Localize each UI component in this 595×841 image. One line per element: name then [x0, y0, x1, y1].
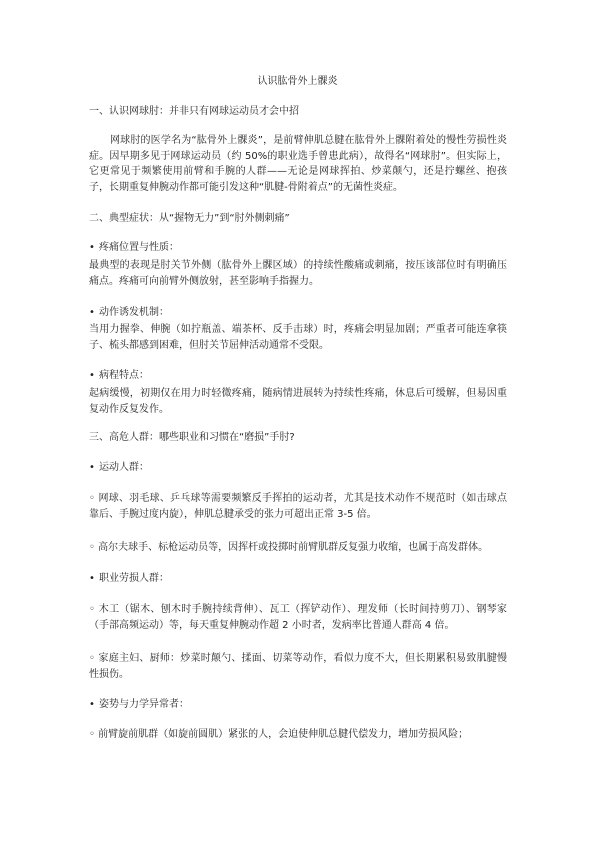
bullet-sports-population: [89, 461, 149, 475]
bullet-dot: •: [89, 242, 95, 253]
bullet-dot: •: [89, 573, 95, 584]
paragraph-pronator-tension: ◦ 前臂旋前肌群（如旋前圆肌）紧张的人，会迫使伸肌总腱代偿发力，增加劳损风险；: [89, 729, 469, 740]
section-2-heading: 二、典型症状：从“握物无力”到“肘外侧刺痛”: [89, 213, 290, 224]
bullet-label: 运动人群：: [99, 462, 149, 473]
paragraph-craft-workers: ◦ 木工（锯木、刨木时手腕持续背伸）、瓦工（挥铲动作）、理发师（长时间持剪刀）、钢琴家（手部高频运动）等，每天重复伸腕动作超 2 小时者，发病率比普通人群高 4 倍。: [89, 604, 507, 631]
section-1-heading: 一、认识网球肘：并非只有网球运动员才会中招: [89, 106, 299, 117]
section-1-paragraph: 网球肘的医学名为“肱骨外上髁炎”，是前臂伸肌总腱在肱骨外上髁附着处的慢性劳损性炎症。因早期多见于网球运动员（约 50%的职业选手曾患此病），故得名“网球肘”。但实际上，它更常见于频繁使用前臂和手腕的人群——无论是网球挥拍、炒菜颠勺，还是拧螺丝、抱孩子，长期重复伸腕动作都可能引发这种“肌腱-骨附着点”的无菌性炎症。: [89, 135, 507, 193]
bullet-label: 疼痛位置与性质：: [99, 242, 179, 253]
bullet-course: [89, 369, 149, 383]
paragraph-homemakers-chefs: ◦ 家庭主妇、厨师：炒菜时颠勺、揉面、切菜等动作，看似力度不大，但长期累积易致肌腱慢性损伤。: [89, 653, 507, 680]
bullet-label: 职业劳损人群：: [99, 573, 169, 584]
paragraph-trigger-mechanism: 当用力握拳、伸腕（如拧瓶盖、端茶杯、反手击球）时，疼痛会明显加剧；严重者可能连拿筷子、梳头都感到困难，但肘关节屈伸活动通常不受限。: [89, 324, 507, 351]
bullet-dot: •: [89, 370, 95, 381]
paragraph-course: 起病缓慢，初期仅在用力时轻微疼痛，随病情进展转为持续性疼痛，休息后可缓解，但易因重复动作反复发作。: [89, 388, 507, 415]
bullet-pain-location: [89, 241, 179, 255]
bullet-label: 动作诱发机制：: [99, 307, 169, 318]
bullet-occupational-strain: [89, 572, 169, 586]
bullet-dot: •: [89, 699, 95, 710]
bullet-label: 姿势与力学异常者：: [99, 699, 189, 710]
bullet-dot: •: [89, 307, 95, 318]
doc-title: 认识肱骨外上髁炎: [257, 76, 338, 87]
bullet-trigger-mechanism: [89, 306, 169, 320]
section-3-heading: 三、高危人群：哪些职业和习惯在“磨损”手肘?: [89, 432, 295, 443]
paragraph-golf-javelin: ◦ 高尔夫球手、标枪运动员等，因挥杆或投掷时前臂肌群反复强力收缩，也属于高发群体。: [89, 542, 489, 553]
bullet-dot: •: [89, 462, 95, 473]
paragraph-pain-location: 最典型的表现是肘关节外侧（肱骨外上髁区域）的持续性酸痛或刺痛，按压该部位时有明确压痛点。疼痛可向前臂外侧放射，甚至影响手指握力。: [89, 260, 507, 287]
paragraph-racket-sports: ◦ 网球、羽毛球、乒乓球等需要频繁反手挥拍的运动者，尤其是技术动作不规范时（如击球点靠后、手腕过度内旋），伸肌总腱承受的张力可超出正常 3-5 倍。: [89, 493, 507, 520]
bullet-posture-mechanics: [89, 698, 189, 712]
bullet-label: 病程特点：: [99, 370, 149, 381]
